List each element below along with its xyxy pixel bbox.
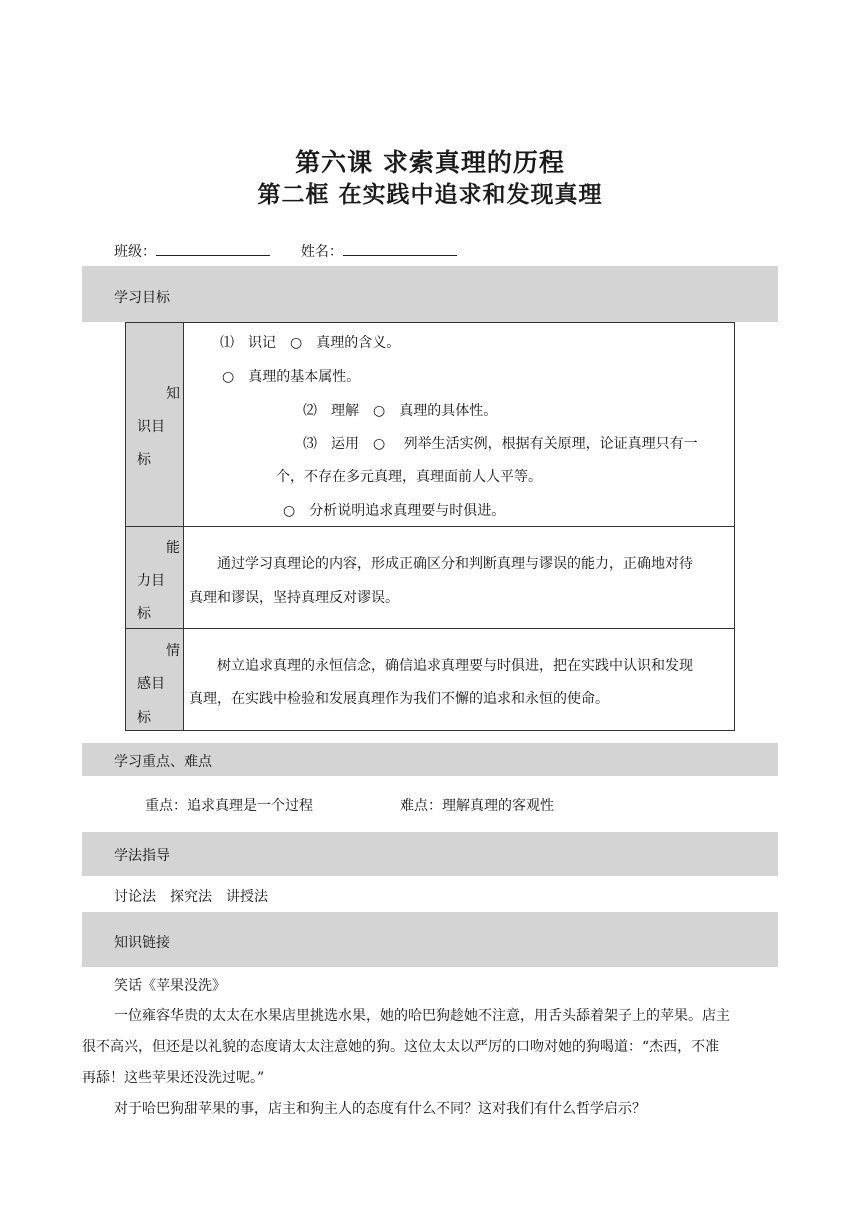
emotion-label-3: 标 xyxy=(137,710,151,726)
knowledge-line: ○ 分析说明追求真理要与时俱进。 xyxy=(283,503,506,519)
story-title: 笑话《苹果没洗》 xyxy=(114,978,226,994)
knowledge-label-1: 知 xyxy=(166,386,180,402)
goals-row-emotion xyxy=(126,629,735,731)
difficult-point: 难点：理解真理的客观性 xyxy=(400,798,554,814)
knowledge-line: ⑶ 运用 ○ 列举生活实例，根据有关原理，论证真理只有一 xyxy=(303,436,698,452)
emotion-line: 真理，在实践中检验和发展真理作为我们不懈的追求和永恒的使命。 xyxy=(189,691,609,707)
emotion-label-1: 情 xyxy=(166,643,180,659)
knowledge-line: ○ 真理的基本属性。 xyxy=(222,369,361,385)
section-links-label: 知识链接 xyxy=(114,935,170,951)
section-goals xyxy=(82,266,778,322)
section-methods xyxy=(82,832,778,876)
section-methods-label: 学法指导 xyxy=(114,848,170,864)
ability-line: 真理和谬误，坚持真理反对谬误。 xyxy=(189,590,399,606)
knowledge-label-3: 标 xyxy=(137,452,151,468)
lesson-subtitle: 第二框 在实践中追求和发现真理 xyxy=(257,182,603,208)
ability-label-1: 能 xyxy=(166,540,180,556)
key-point: 重点：追求真理是一个过程 xyxy=(145,798,313,814)
emotion-line: 树立追求真理的永恒信念，确信追求真理要与时俱进，把在实践中认识和发现 xyxy=(217,658,693,674)
knowledge-label-2: 识目 xyxy=(137,419,165,435)
knowledge-line: 个，不存在多元真理，真理面前人人平等。 xyxy=(276,469,542,485)
story-question: 对于哈巴狗甜苹果的事，店主和狗主人的态度有什么不同？这对我们有什么哲学启示？ xyxy=(114,1101,646,1117)
goals-table xyxy=(125,322,735,731)
methods-text: 讨论法 探究法 讲授法 xyxy=(114,889,268,905)
section-keypoints xyxy=(82,743,778,776)
section-goals-label: 学习目标 xyxy=(114,290,170,306)
section-links xyxy=(82,912,778,967)
ability-content-cell xyxy=(184,527,735,629)
section-keypoints-label: 学习重点、难点 xyxy=(114,754,212,770)
emotion-label-cell xyxy=(126,629,184,731)
knowledge-label-cell xyxy=(126,323,184,527)
class-name-row xyxy=(114,241,457,261)
class-blank[interactable] xyxy=(156,241,270,256)
ability-label-2: 力目 xyxy=(137,573,165,589)
ability-label-3: 标 xyxy=(137,606,151,622)
knowledge-line: ⑴ 识记 ○ 真理的含义。 xyxy=(220,335,401,351)
emotion-label-2: 感目 xyxy=(137,676,165,692)
emotion-content-cell xyxy=(184,629,735,731)
goals-row-knowledge xyxy=(126,323,735,527)
story-line: 一位雍容华贵的太太在水果店里挑选水果，她的哈巴狗趁她不注意，用舌头舔着架子上的苹果。店主 xyxy=(114,1008,730,1024)
name-label: 姓名： xyxy=(300,244,343,260)
ability-label-cell xyxy=(126,527,184,629)
class-label: 班级： xyxy=(114,244,156,260)
goals-row-ability xyxy=(126,527,735,629)
story-line: 很不高兴，但还是以礼貌的态度请太太注意她的狗。这位太太以严厉的口吻对她的狗喝道：“杰西，不准 xyxy=(82,1039,720,1055)
name-blank[interactable] xyxy=(343,241,457,256)
lesson-title: 第六课 求索真理的历程 xyxy=(295,148,565,177)
knowledge-line: ⑵ 理解 ○ 真理的具体性。 xyxy=(303,403,498,419)
story-line: 再舔！这些苹果还没洗过呢。” xyxy=(82,1070,265,1086)
ability-line: 通过学习真理论的内容，形成正确区分和判断真理与谬误的能力，正确地对待 xyxy=(217,556,693,572)
knowledge-content-cell xyxy=(184,323,735,527)
